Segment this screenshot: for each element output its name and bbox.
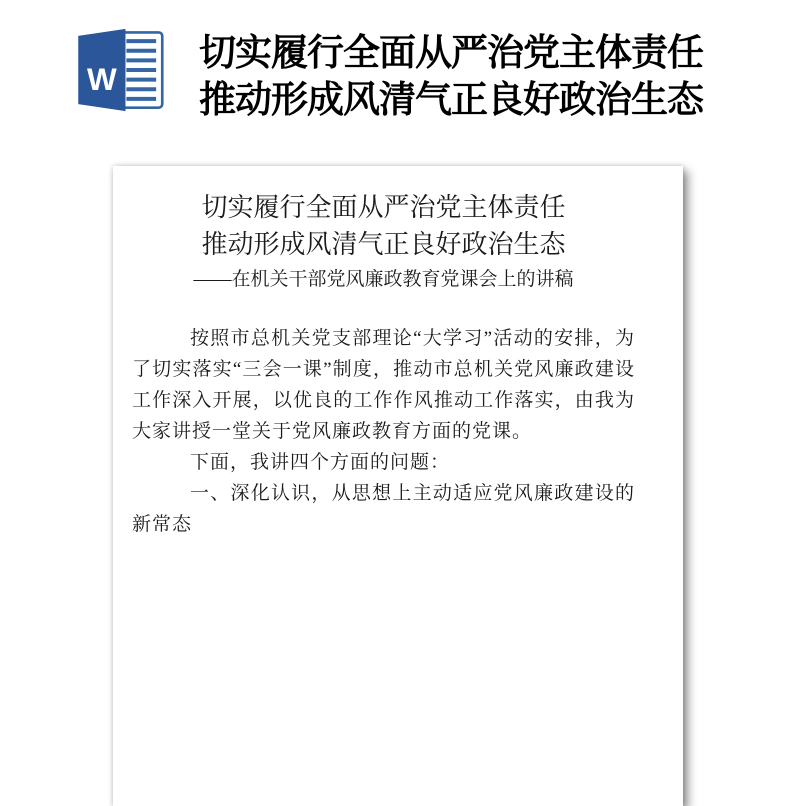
document-header bbox=[78, 28, 703, 123]
page-title-line-1: 切实履行全面从严治党主体责任 bbox=[199, 32, 703, 73]
word-file-icon bbox=[78, 28, 166, 112]
page-title-line-2: 推动形成风清气正良好政治生态 bbox=[199, 79, 703, 120]
doc-paragraph: 按照市总机关党支部理论“大学习”活动的安排，为了切实落实“三会一课”制度，推动市总机关党风廉政建设工作深入开展，以优良的工作作风推动工作落实，由我为大家讲授一堂关于党风廉政教育方面的党课。 bbox=[132, 328, 635, 442]
doc-subtitle: ——在机关干部党风廉政教育党课会上的讲稿 bbox=[193, 269, 574, 290]
doc-paragraph: 一、深化认识，从思想上主动适应党风廉政建设的新常态 bbox=[132, 483, 635, 535]
word-icon-letter: W bbox=[87, 61, 117, 98]
doc-paragraph: 下面，我讲四个方面的问题： bbox=[190, 452, 451, 473]
document-page-preview bbox=[113, 166, 683, 806]
doc-title bbox=[132, 189, 635, 263]
word-icon-text-lines bbox=[126, 41, 156, 99]
page-title bbox=[199, 29, 703, 123]
doc-title-line-2: 推动形成风清气正良好政治生态 bbox=[201, 230, 566, 259]
word-icon bbox=[78, 28, 166, 112]
doc-body bbox=[132, 323, 635, 540]
doc-title-line-1: 切实履行全面从严治党主体责任 bbox=[201, 193, 566, 222]
